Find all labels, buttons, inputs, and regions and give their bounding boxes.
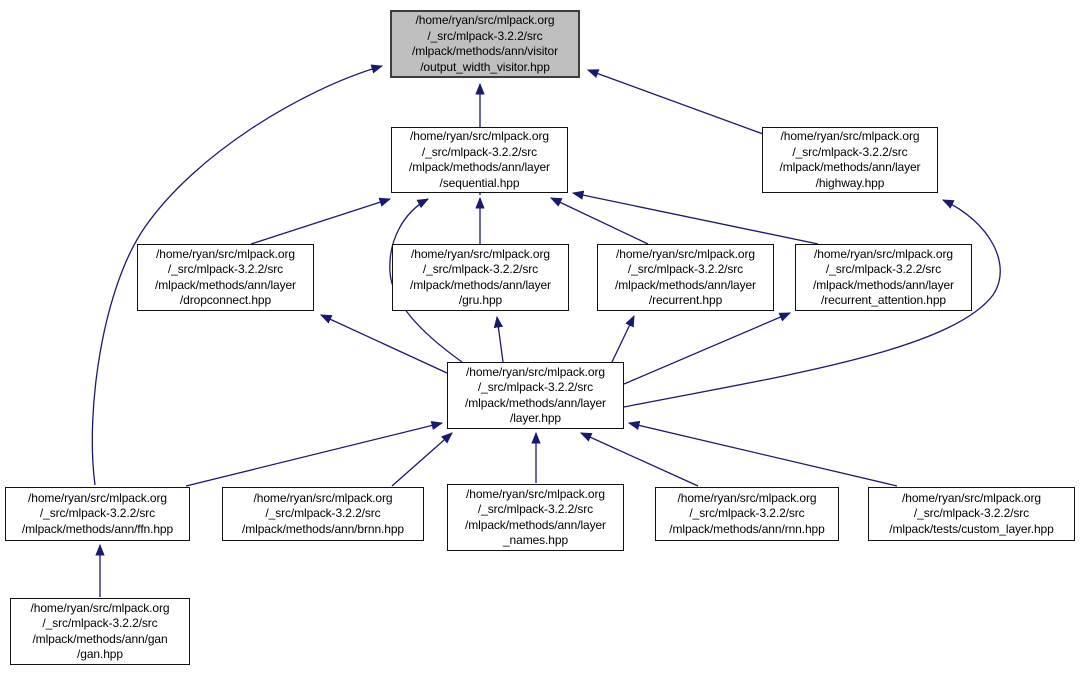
node-sequential-label-line: /home/ryan/src/mlpack.org <box>410 129 549 143</box>
edge-layer-to-recurrent-attention <box>624 313 790 384</box>
node-gan-label-line: /gan.hpp <box>77 647 123 661</box>
node-gan[interactable] <box>10 598 190 665</box>
node-layer-names-label-line: /_src/mlpack-3.2.2/src <box>477 502 594 516</box>
node-output-width-visitor-label-line: /output_width_visitor.hpp <box>420 59 550 74</box>
node-ffn-label-line: /_src/mlpack-3.2.2/src <box>39 506 156 521</box>
node-output-width-visitor-label-line: /_src/mlpack-3.2.2/src <box>427 28 543 43</box>
node-highway[interactable] <box>762 127 938 193</box>
node-gru[interactable] <box>392 244 569 311</box>
node-rnn-label-line: /home/ryan/src/mlpack.org <box>677 490 817 505</box>
node-dropconnect-label-line: /_src/mlpack-3.2.2/src <box>167 262 284 276</box>
node-custom-layer-label-line: /mlpack/tests/custom_layer.hpp <box>889 521 1054 536</box>
node-gru-label-line: /_src/mlpack-3.2.2/src <box>422 262 539 276</box>
node-custom-layer-label-line: /home/ryan/src/mlpack.org <box>902 490 1041 505</box>
edge-recurrent-to-sequential <box>551 198 648 244</box>
edge-recurrent-attention-to-sequential <box>573 193 818 244</box>
node-layer-names-label-line: /mlpack/methods/ann/layer <box>465 517 606 532</box>
node-sequential-label-line: /mlpack/methods/ann/layer <box>409 160 550 174</box>
node-custom-layer-label-line: /_src/mlpack-3.2.2/src <box>913 506 1030 521</box>
node-layer-names-label-line: _names.hpp <box>502 533 569 547</box>
edge-layer-to-recurrent <box>612 316 634 362</box>
node-dropconnect-label-line: /mlpack/methods/ann/layer <box>155 277 296 292</box>
node-layer-names-label-line: /home/ryan/src/mlpack.org <box>466 486 605 501</box>
node-layer-label-line: /layer.hpp <box>509 411 562 425</box>
node-sequential-label-line: /_src/mlpack-3.2.2/src <box>421 144 538 159</box>
node-ffn[interactable] <box>5 487 190 541</box>
edge-ffn-to-layer <box>186 423 442 486</box>
node-recurrent-attention-label-line: /_src/mlpack-3.2.2/src <box>825 262 942 276</box>
node-recurrent-label-line: /home/ryan/src/mlpack.org <box>616 246 755 261</box>
node-recurrent[interactable] <box>597 244 774 311</box>
edge-brnn-to-layer <box>392 433 452 486</box>
node-brnn-label-line: /home/ryan/src/mlpack.org <box>253 490 393 505</box>
node-ffn-label-line: /home/ryan/src/mlpack.org <box>28 490 167 505</box>
node-recurrent-attention-label-line: /home/ryan/src/mlpack.org <box>814 246 953 261</box>
node-highway-label-line: /home/ryan/src/mlpack.org <box>780 129 920 143</box>
node-dropconnect[interactable] <box>137 244 314 311</box>
edge-dropconnect-to-sequential <box>251 199 390 244</box>
node-rnn[interactable] <box>655 487 839 541</box>
node-layer[interactable] <box>447 362 624 429</box>
edge-layer-to-dropconnect <box>321 315 447 373</box>
node-dropconnect-label-line: /home/ryan/src/mlpack.org <box>156 246 295 261</box>
node-dropconnect-label-line: /dropconnect.hpp <box>179 293 272 307</box>
node-brnn[interactable] <box>222 487 424 541</box>
node-output-width-visitor-label-line: /mlpack/methods/ann/visitor <box>411 44 559 58</box>
node-recurrent-attention-label-line: /recurrent_attention.hpp <box>820 293 947 307</box>
node-gru-label-line: /home/ryan/src/mlpack.org <box>411 246 550 261</box>
node-brnn-label-line: /_src/mlpack-3.2.2/src <box>265 506 381 521</box>
node-layer-label-line: /mlpack/methods/ann/layer <box>465 395 606 410</box>
node-rnn-label-line: /mlpack/methods/ann/rnn.hpp <box>669 521 825 536</box>
node-highway-label-line: /mlpack/methods/ann/layer <box>779 160 921 174</box>
node-output-width-visitor[interactable] <box>390 10 580 78</box>
node-layer-names[interactable] <box>447 484 624 551</box>
node-layer-label-line: /_src/mlpack-3.2.2/src <box>477 380 594 394</box>
node-gan-label-line: /home/ryan/src/mlpack.org <box>30 600 170 615</box>
node-recurrent-label-line: /mlpack/methods/ann/layer <box>615 277 756 292</box>
node-recurrent-label-line: /_src/mlpack-3.2.2/src <box>627 262 744 276</box>
node-gan-label-line: /_src/mlpack-3.2.2/src <box>42 616 158 630</box>
node-output-width-visitor-label-line: /home/ryan/src/mlpack.org <box>415 13 555 27</box>
node-gru-label-line: /mlpack/methods/ann/layer <box>410 277 551 292</box>
node-rnn-label-line: /_src/mlpack-3.2.2/src <box>689 506 805 521</box>
node-highway-label-line: /highway.hpp <box>815 175 885 190</box>
node-ffn-label-line: /mlpack/methods/ann/ffn.hpp <box>21 521 174 536</box>
node-sequential-label-line: /sequential.hpp <box>439 175 520 190</box>
node-custom-layer[interactable] <box>868 487 1075 541</box>
edge-highway-to-output-width-visitor <box>588 70 763 134</box>
edge-rnn-to-layer <box>581 433 698 486</box>
node-recurrent-label-line: /recurrent.hpp <box>648 293 723 307</box>
node-gan-label-line: /mlpack/methods/ann/gan <box>32 631 168 646</box>
node-brnn-label-line: /mlpack/methods/ann/brnn.hpp <box>242 521 404 536</box>
node-recurrent-attention-label-line: /mlpack/methods/ann/layer <box>813 277 954 292</box>
node-recurrent-attention[interactable] <box>795 244 972 311</box>
node-highway-label-line: /_src/mlpack-3.2.2/src <box>792 144 908 159</box>
node-sequential[interactable] <box>391 127 568 193</box>
node-layer-label-line: /home/ryan/src/mlpack.org <box>466 364 605 379</box>
edge-layer-to-gru <box>497 317 503 362</box>
node-gru-label-line: /gru.hpp <box>458 293 503 307</box>
edge-custom-layer-to-layer <box>629 423 897 486</box>
